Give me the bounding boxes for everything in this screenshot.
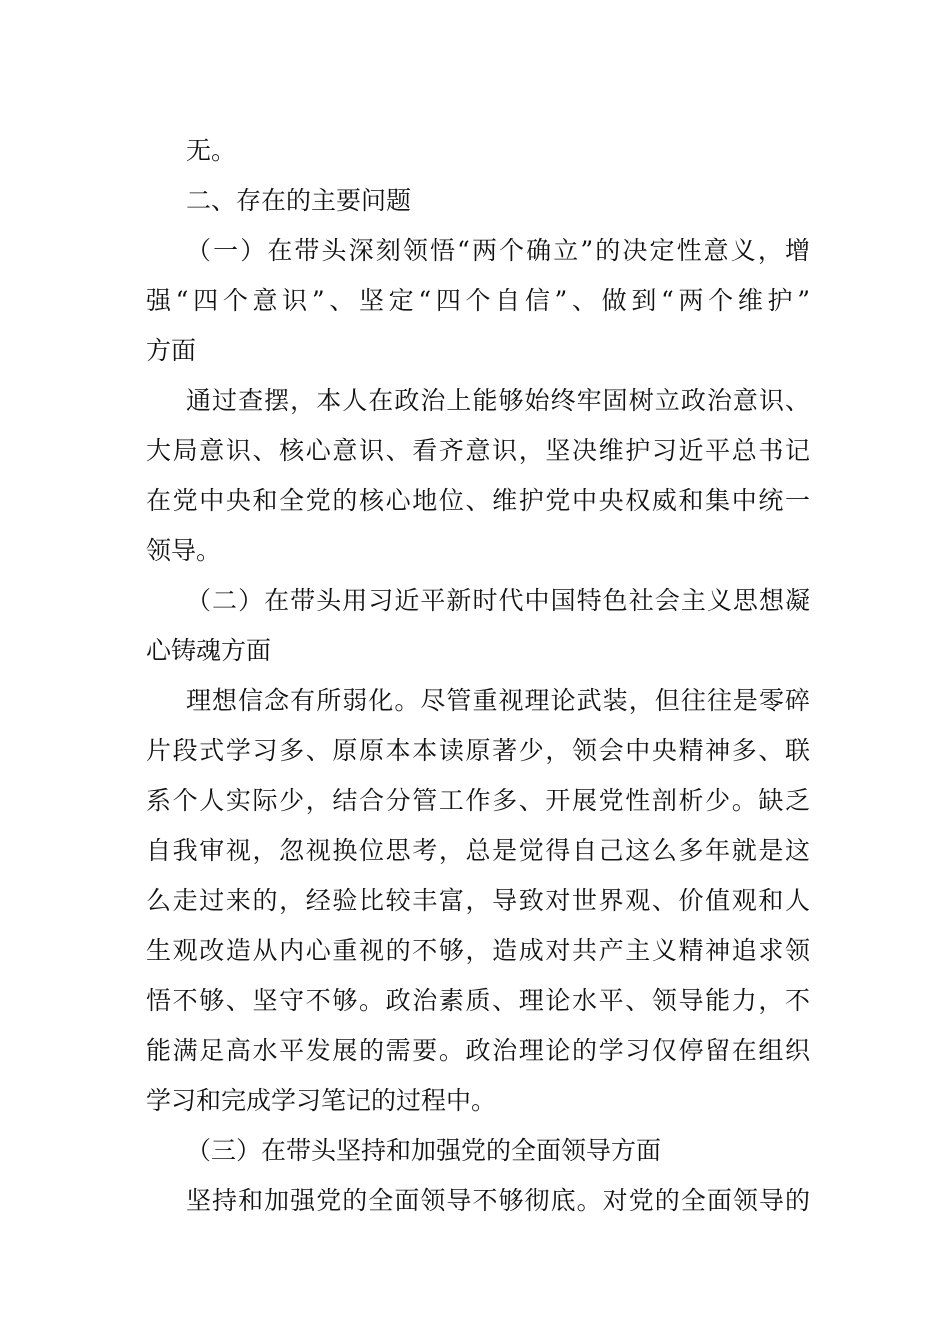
text-line: 生观改造从内心重视的不够，造成对共产主义精神追求领	[146, 936, 810, 965]
subsection-heading: 心铸魂方面	[146, 636, 272, 665]
section-heading: 二、存在的主要问题	[186, 186, 412, 215]
text-line: 能满足高水平发展的需要。政治理论的学习仅停留在组织	[146, 1036, 810, 1065]
text-line: 系个人实际少，结合分管工作多、开展党性剖析少。缺乏	[146, 786, 810, 815]
subsection-heading: （二）在带头用习近平新时代中国特色社会主义思想凝	[186, 586, 810, 615]
text-line: 通过查摆，本人在政治上能够始终牢固树立政治意识、	[186, 386, 810, 415]
text-line: 片段式学习多、原原本本读原著少，领会中央精神多、联	[146, 736, 810, 765]
text-line: 大局意识、核心意识、看齐意识，坚决维护习近平总书记	[146, 436, 810, 465]
text-line: 在党中央和全党的核心地位、维护党中央权威和集中统一	[146, 486, 810, 515]
subsection-heading: （一）在带头深刻领悟“两个确立”的决定性意义，增	[186, 236, 810, 265]
text-line: 学习和完成学习笔记的过程中。	[146, 1086, 497, 1115]
text-line: 么走过来的，经验比较丰富，导致对世界观、价值观和人	[146, 886, 810, 915]
text-line: 领导。	[146, 536, 222, 565]
text-line: 悟不够、坚守不够。政治素质、理论水平、领导能力，不	[146, 986, 810, 1015]
text-line: 理想信念有所弱化。尽管重视理论武装，但往往是零碎	[186, 686, 810, 715]
subsection-heading: 方面	[146, 336, 197, 365]
text-line: 自我审视，忽视换位思考，总是觉得自己这么多年就是这	[146, 836, 810, 865]
subsection-heading: 强“四个意识”、坚定“四个自信”、做到“两个维护”	[146, 286, 810, 315]
text-line: 坚持和加强党的全面领导不够彻底。对党的全面领导的	[186, 1186, 810, 1215]
subsection-heading: （三）在带头坚持和加强党的全面领导方面	[186, 1136, 662, 1165]
text-line: 无。	[186, 136, 237, 165]
